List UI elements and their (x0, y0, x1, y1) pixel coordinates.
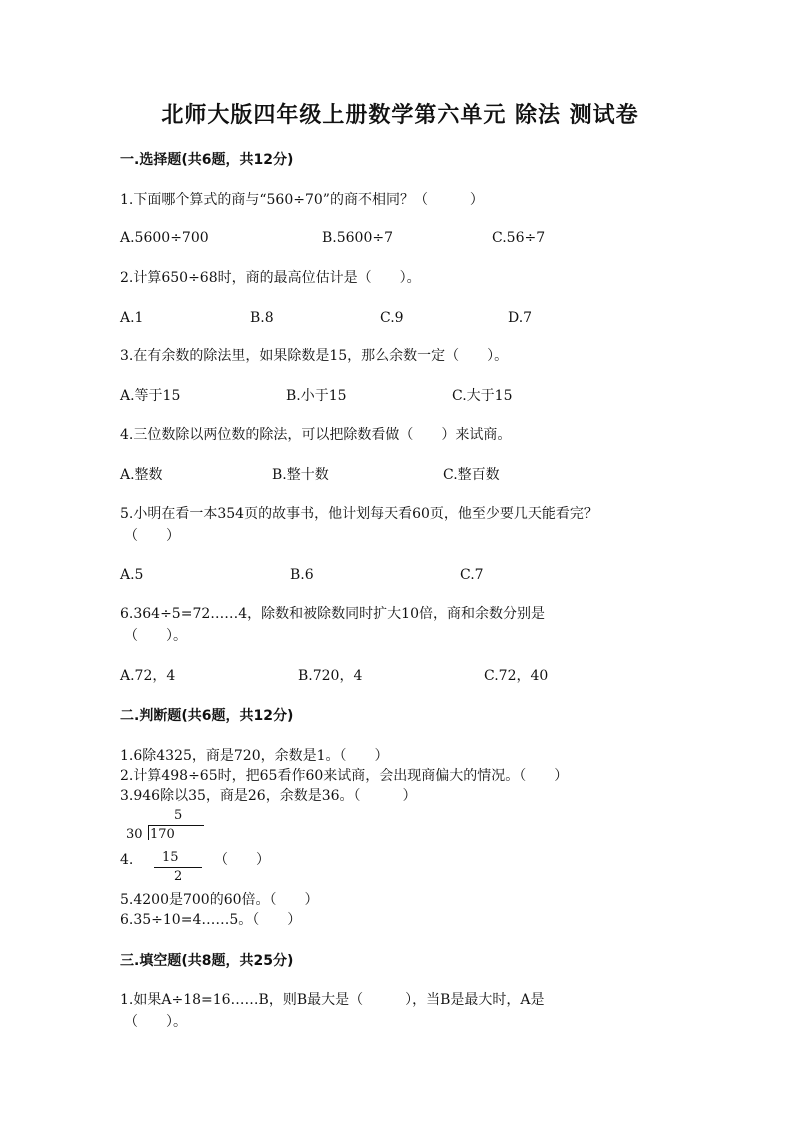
section-heading-choice: 一.选择题(共6题，共12分) (120, 152, 294, 168)
option-b: B.720，4 (298, 668, 363, 684)
judgement-blank: （ ） (214, 852, 270, 868)
division-remainder: 2 (174, 869, 183, 884)
option-d: D.7 (508, 310, 533, 326)
option-a: A.5600÷700 (120, 230, 209, 246)
question-stem: 5.小明在看一本354页的故事书，他计划每天看60页，他至少要几天能看完？ (120, 506, 598, 522)
question-blank: （ ）。 (124, 1014, 187, 1030)
division-divisor: 30 (126, 827, 143, 842)
judgement-item: 1.6除4325，商是720，余数是1。（ ） (120, 748, 389, 764)
question-blank: （ ）。 (124, 628, 187, 644)
question-blank: （ ） (124, 528, 180, 544)
option-b: B.6 (290, 567, 314, 583)
judgement-item: 2.计算498÷65时，把65看作60来试商，会出现商偏大的情况。（ ） (120, 768, 569, 784)
judgement-item: 4. (120, 852, 134, 868)
division-dividend: 170 (150, 827, 175, 842)
option-c: C.大于15 (452, 388, 513, 404)
option-a: A.5 (120, 567, 144, 583)
question-stem: 1.如果A÷18=16……B，则B最大是（ ），当B是最大时，A是 (120, 992, 545, 1008)
option-c: C.9 (380, 310, 404, 326)
option-b: B.8 (250, 310, 274, 326)
division-product: 15 (162, 850, 179, 865)
option-b: B.整十数 (272, 467, 329, 483)
option-c: C.整百数 (443, 467, 500, 483)
judgement-item: 3.946除以35，商是26，余数是36。（ ） (120, 788, 417, 804)
division-subtract-line (154, 867, 202, 868)
option-c: C.72，40 (484, 668, 549, 684)
question-stem: 3.在有余数的除法里，如果除数是15，那么余数一定（ ）。 (120, 348, 509, 364)
option-a: A.等于15 (120, 388, 181, 404)
section-heading-fill: 三.填空题(共8题，共25分) (120, 953, 294, 969)
option-b: B.小于15 (286, 388, 347, 404)
page-title: 北师大版四年级上册数学第六单元 除法 测试卷 (161, 103, 639, 128)
judgement-item: 6.35÷10=4……5。（ ） (120, 912, 302, 928)
question-stem: 1.下面哪个算式的商与“560÷70”的商不相同？（ ） (120, 192, 484, 208)
option-b: B.5600÷7 (322, 230, 394, 246)
long-division-figure (126, 808, 216, 888)
question-stem: 2.计算650÷68时，商的最高位估计是（ ）。 (120, 270, 421, 286)
judgement-item: 5.4200是700的60倍。（ ） (120, 892, 319, 908)
division-quotient: 5 (174, 808, 183, 823)
question-stem: 4.三位数除以两位数的除法，可以把除数看做（ ）来试商。 (120, 427, 512, 443)
division-top-line (148, 825, 204, 826)
section-heading-judgement: 二.判断题(共6题，共12分) (120, 708, 294, 724)
question-stem: 6.364÷5=72……4，除数和被除数同时扩大10倍，商和余数分别是 (120, 606, 545, 622)
option-c: C.56÷7 (492, 230, 546, 246)
option-c: C.7 (460, 567, 484, 583)
division-bracket (148, 825, 149, 840)
option-a: A.1 (120, 310, 144, 326)
option-a: A.整数 (120, 467, 163, 483)
option-a: A.72，4 (120, 668, 176, 684)
